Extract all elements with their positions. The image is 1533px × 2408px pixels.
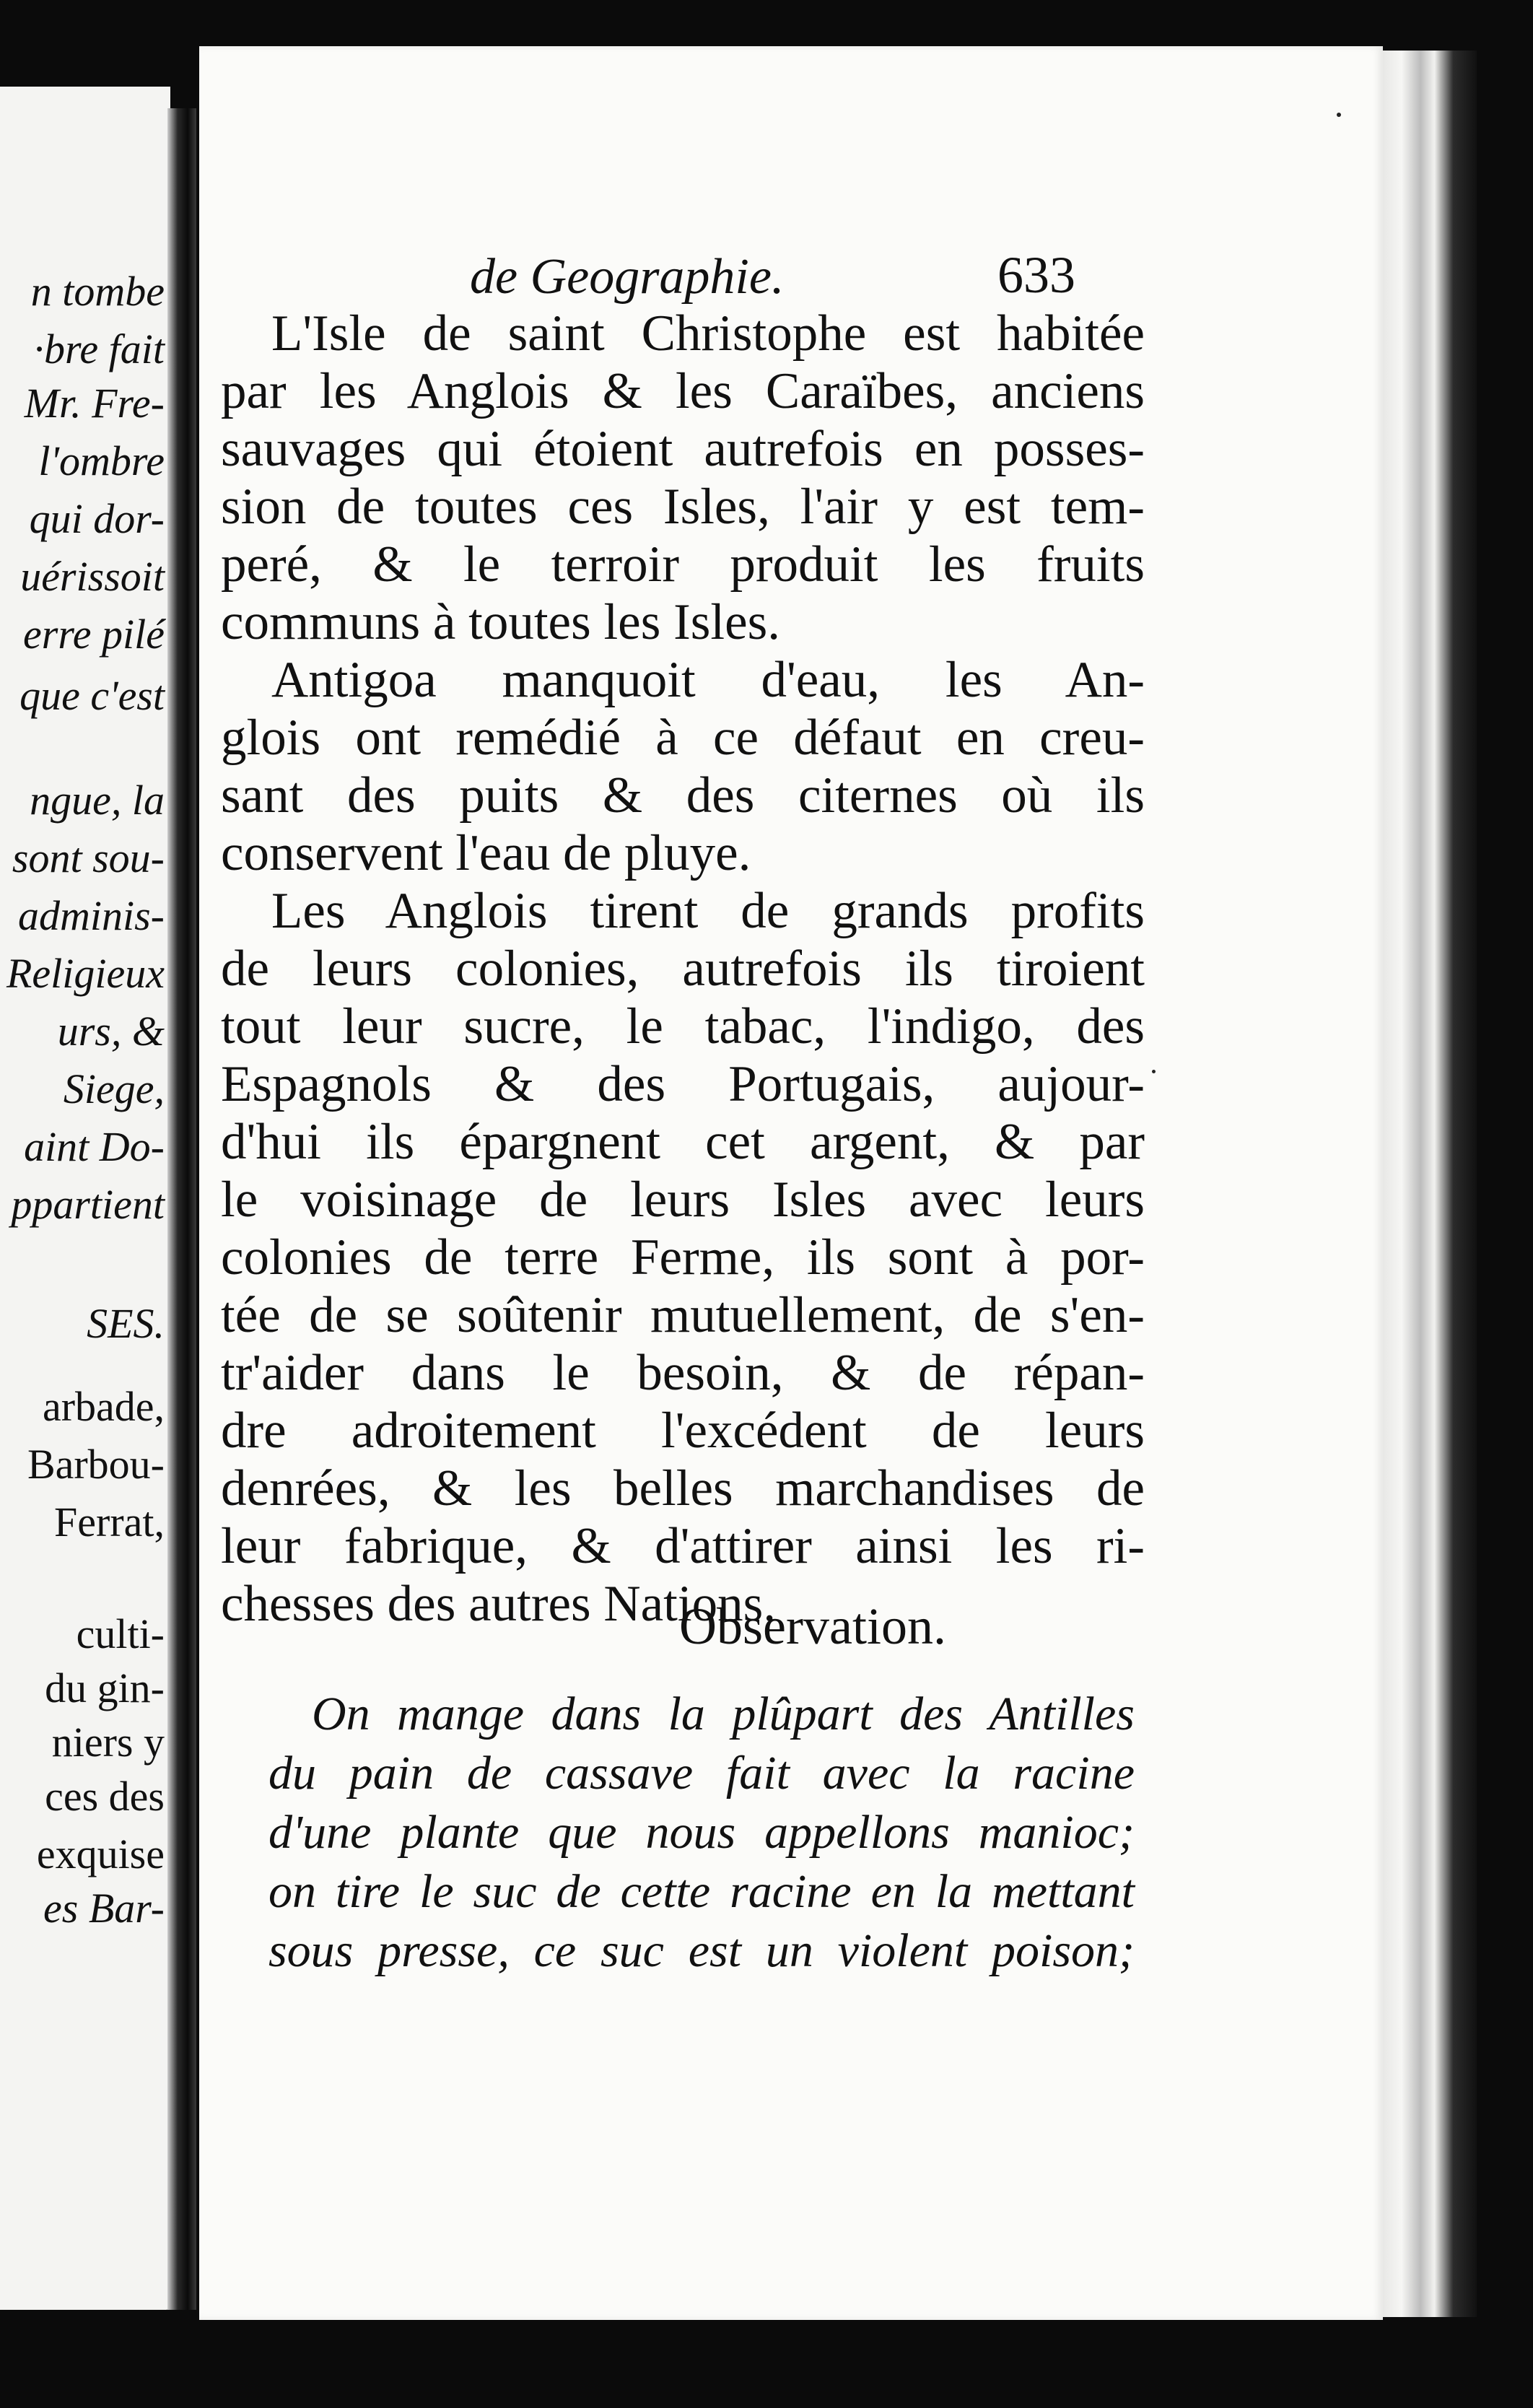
previous-page-fragment xyxy=(0,87,170,2310)
text-line: tr'aider dans le besoin, & de répan- xyxy=(221,1345,1145,1401)
text-line: communs à toutes les Isles. xyxy=(221,594,780,650)
text-line: leur fabrique, & d'attirer ainsi les ri- xyxy=(221,1518,1145,1574)
current-page xyxy=(199,46,1383,2320)
previous-page-line: Ferrat, xyxy=(54,1499,165,1545)
text-line: L'Isle de saint Christophe est habitée xyxy=(271,305,1145,362)
text-line: d'hui ils épargnent cet argent, & par xyxy=(221,1114,1145,1170)
observation-paragraph xyxy=(268,1685,1135,1981)
text-line: peré, & le terroir produit les fruits xyxy=(221,536,1145,593)
previous-page-line: qui dor- xyxy=(29,495,165,542)
text-line: glois ont remédié à ce défaut en creu- xyxy=(221,710,1145,766)
previous-page-line: niers y xyxy=(51,1719,165,1766)
previous-page-line: exquise xyxy=(36,1831,165,1877)
previous-page-line: Barbou- xyxy=(27,1441,165,1488)
previous-page-line: SES. xyxy=(87,1300,165,1347)
text-line: colonies de terre Ferme, ils sont à por- xyxy=(221,1229,1145,1286)
text-line: sauvages qui étoient autrefois en posses- xyxy=(221,421,1145,477)
text-line: dre adroitement l'excédent de leurs xyxy=(221,1403,1145,1459)
previous-page-line: culti- xyxy=(76,1610,165,1657)
previous-page-line: es Bar- xyxy=(43,1885,165,1932)
previous-page-line: du gin- xyxy=(45,1665,165,1711)
previous-page-line: ces des xyxy=(45,1773,165,1820)
main-paragraphs xyxy=(221,305,1145,1633)
text-line: sous presse, ce suc est un violent poison; xyxy=(268,1924,1135,1977)
previous-page-line: Siege, xyxy=(63,1065,165,1112)
text-line: Antigoa manquoit d'eau, les An- xyxy=(271,652,1145,708)
previous-page-line: arbade, xyxy=(42,1383,165,1430)
previous-page-line: l'ombre xyxy=(38,437,165,484)
text-line: chesses des autres Nations. xyxy=(221,1576,776,1632)
text-line: par les Anglois & les Caraïbes, anciens xyxy=(221,363,1145,419)
text-line: sant des puits & des citernes où ils xyxy=(221,767,1145,824)
text-line: tout leur sucre, le tabac, l'indigo, des xyxy=(221,998,1145,1055)
text-line: le voisinage de leurs Isles avec leurs xyxy=(221,1172,1145,1228)
text-line: On mange dans la plûpart des Antilles xyxy=(312,1688,1135,1740)
previous-page-line: sont sou- xyxy=(12,834,165,881)
section-heading: Observation. xyxy=(679,1597,946,1655)
text-line: de leurs colonies, autrefois ils tiroient xyxy=(221,941,1145,997)
text-line: d'une plante que nous appellons manioc; xyxy=(268,1806,1135,1859)
previous-page-line: que c'est xyxy=(19,672,165,719)
previous-page-line: Religieux xyxy=(6,950,165,997)
text-line: tée de se soûtenir mutuellement, de s'en- xyxy=(221,1287,1145,1343)
previous-page-line: ngue, la xyxy=(30,777,165,824)
previous-page-line: erre pilé xyxy=(23,611,165,658)
book-gutter xyxy=(167,108,196,2310)
previous-page-line: aint Do- xyxy=(24,1123,165,1170)
previous-page-line: ·bre fait xyxy=(33,326,165,372)
previous-page-line: adminis- xyxy=(18,892,165,939)
text-line: sion de toutes ces Isles, l'air y est tem- xyxy=(221,479,1145,535)
ink-speck xyxy=(1337,113,1341,117)
text-line: Les Anglois tirent de grands profits xyxy=(271,883,1145,939)
ink-speck xyxy=(1152,1070,1156,1073)
running-head xyxy=(199,198,1383,305)
previous-page-line: urs, & xyxy=(57,1008,165,1055)
previous-page-line: Mr. Fre- xyxy=(24,380,165,427)
previous-page-line: ppartient xyxy=(11,1181,165,1228)
text-line: denrées, & les belles marchandises de xyxy=(221,1460,1145,1517)
text-line: du pain de cassave fait avec la racine xyxy=(268,1747,1135,1800)
running-head-title: de Geographie. xyxy=(470,249,785,305)
page-number: 633 xyxy=(997,246,1075,304)
previous-page-line: uérissoit xyxy=(20,553,165,600)
previous-page-line: n tombe xyxy=(30,268,165,315)
text-line: on tire le suc de cette racine en la mettant xyxy=(268,1865,1135,1918)
text-line: Espagnols & des Portugais, aujour- xyxy=(221,1056,1145,1112)
page-edges xyxy=(1383,51,1477,2317)
text-line: conservent l'eau de pluye. xyxy=(221,825,751,881)
